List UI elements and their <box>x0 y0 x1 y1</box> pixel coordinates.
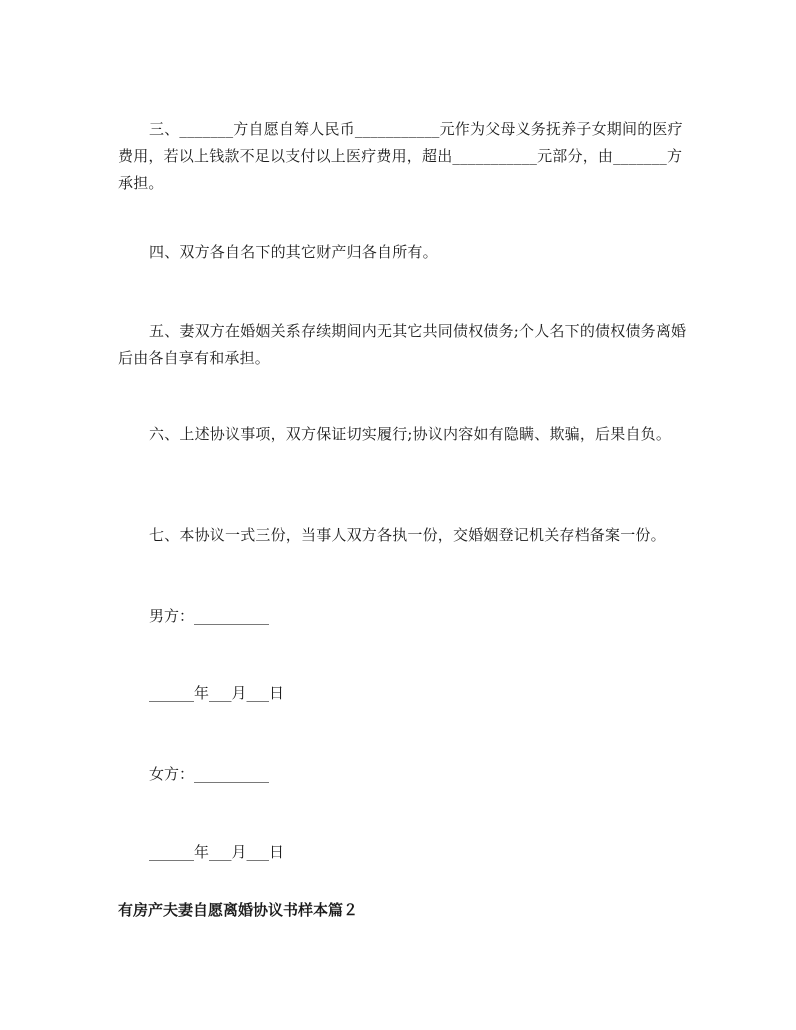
husband-signature-line: 男方：__________ <box>149 607 270 625</box>
clause-7-paragraph: 七、本协议一式三份，当事人双方各执一份，交婚姻登记机关存档备案一份。 <box>149 526 666 544</box>
wife-date-line: ______年___月___日 <box>149 843 285 861</box>
clause-4-paragraph: 四、双方各自名下的其它财产归各自所有。 <box>149 243 438 261</box>
husband-date-line: ______年___月___日 <box>149 684 285 702</box>
clause-5-paragraph: 五、妻双方在婚姻关系存续期间内无其它共同债权债务;个人名下的债权债务离婚后由各自享有和承担。 <box>118 322 687 367</box>
section-heading: 有房产夫妻自愿离婚协议书样本篇２ <box>118 901 359 919</box>
clause-6-paragraph: 六、上述协议事项，双方保证切实履行;协议内容如有隐瞒、欺骗，后果自负。 <box>149 425 672 443</box>
wife-signature-line: 女方：__________ <box>149 765 270 783</box>
clause-3-paragraph: 三、_______方自愿自筹人民币___________元作为父母义务抚养子女期间的医疗费用，若以上钱款不足以支付以上医疗费用，超出___________元部分，由_______方承担。 <box>118 120 683 192</box>
